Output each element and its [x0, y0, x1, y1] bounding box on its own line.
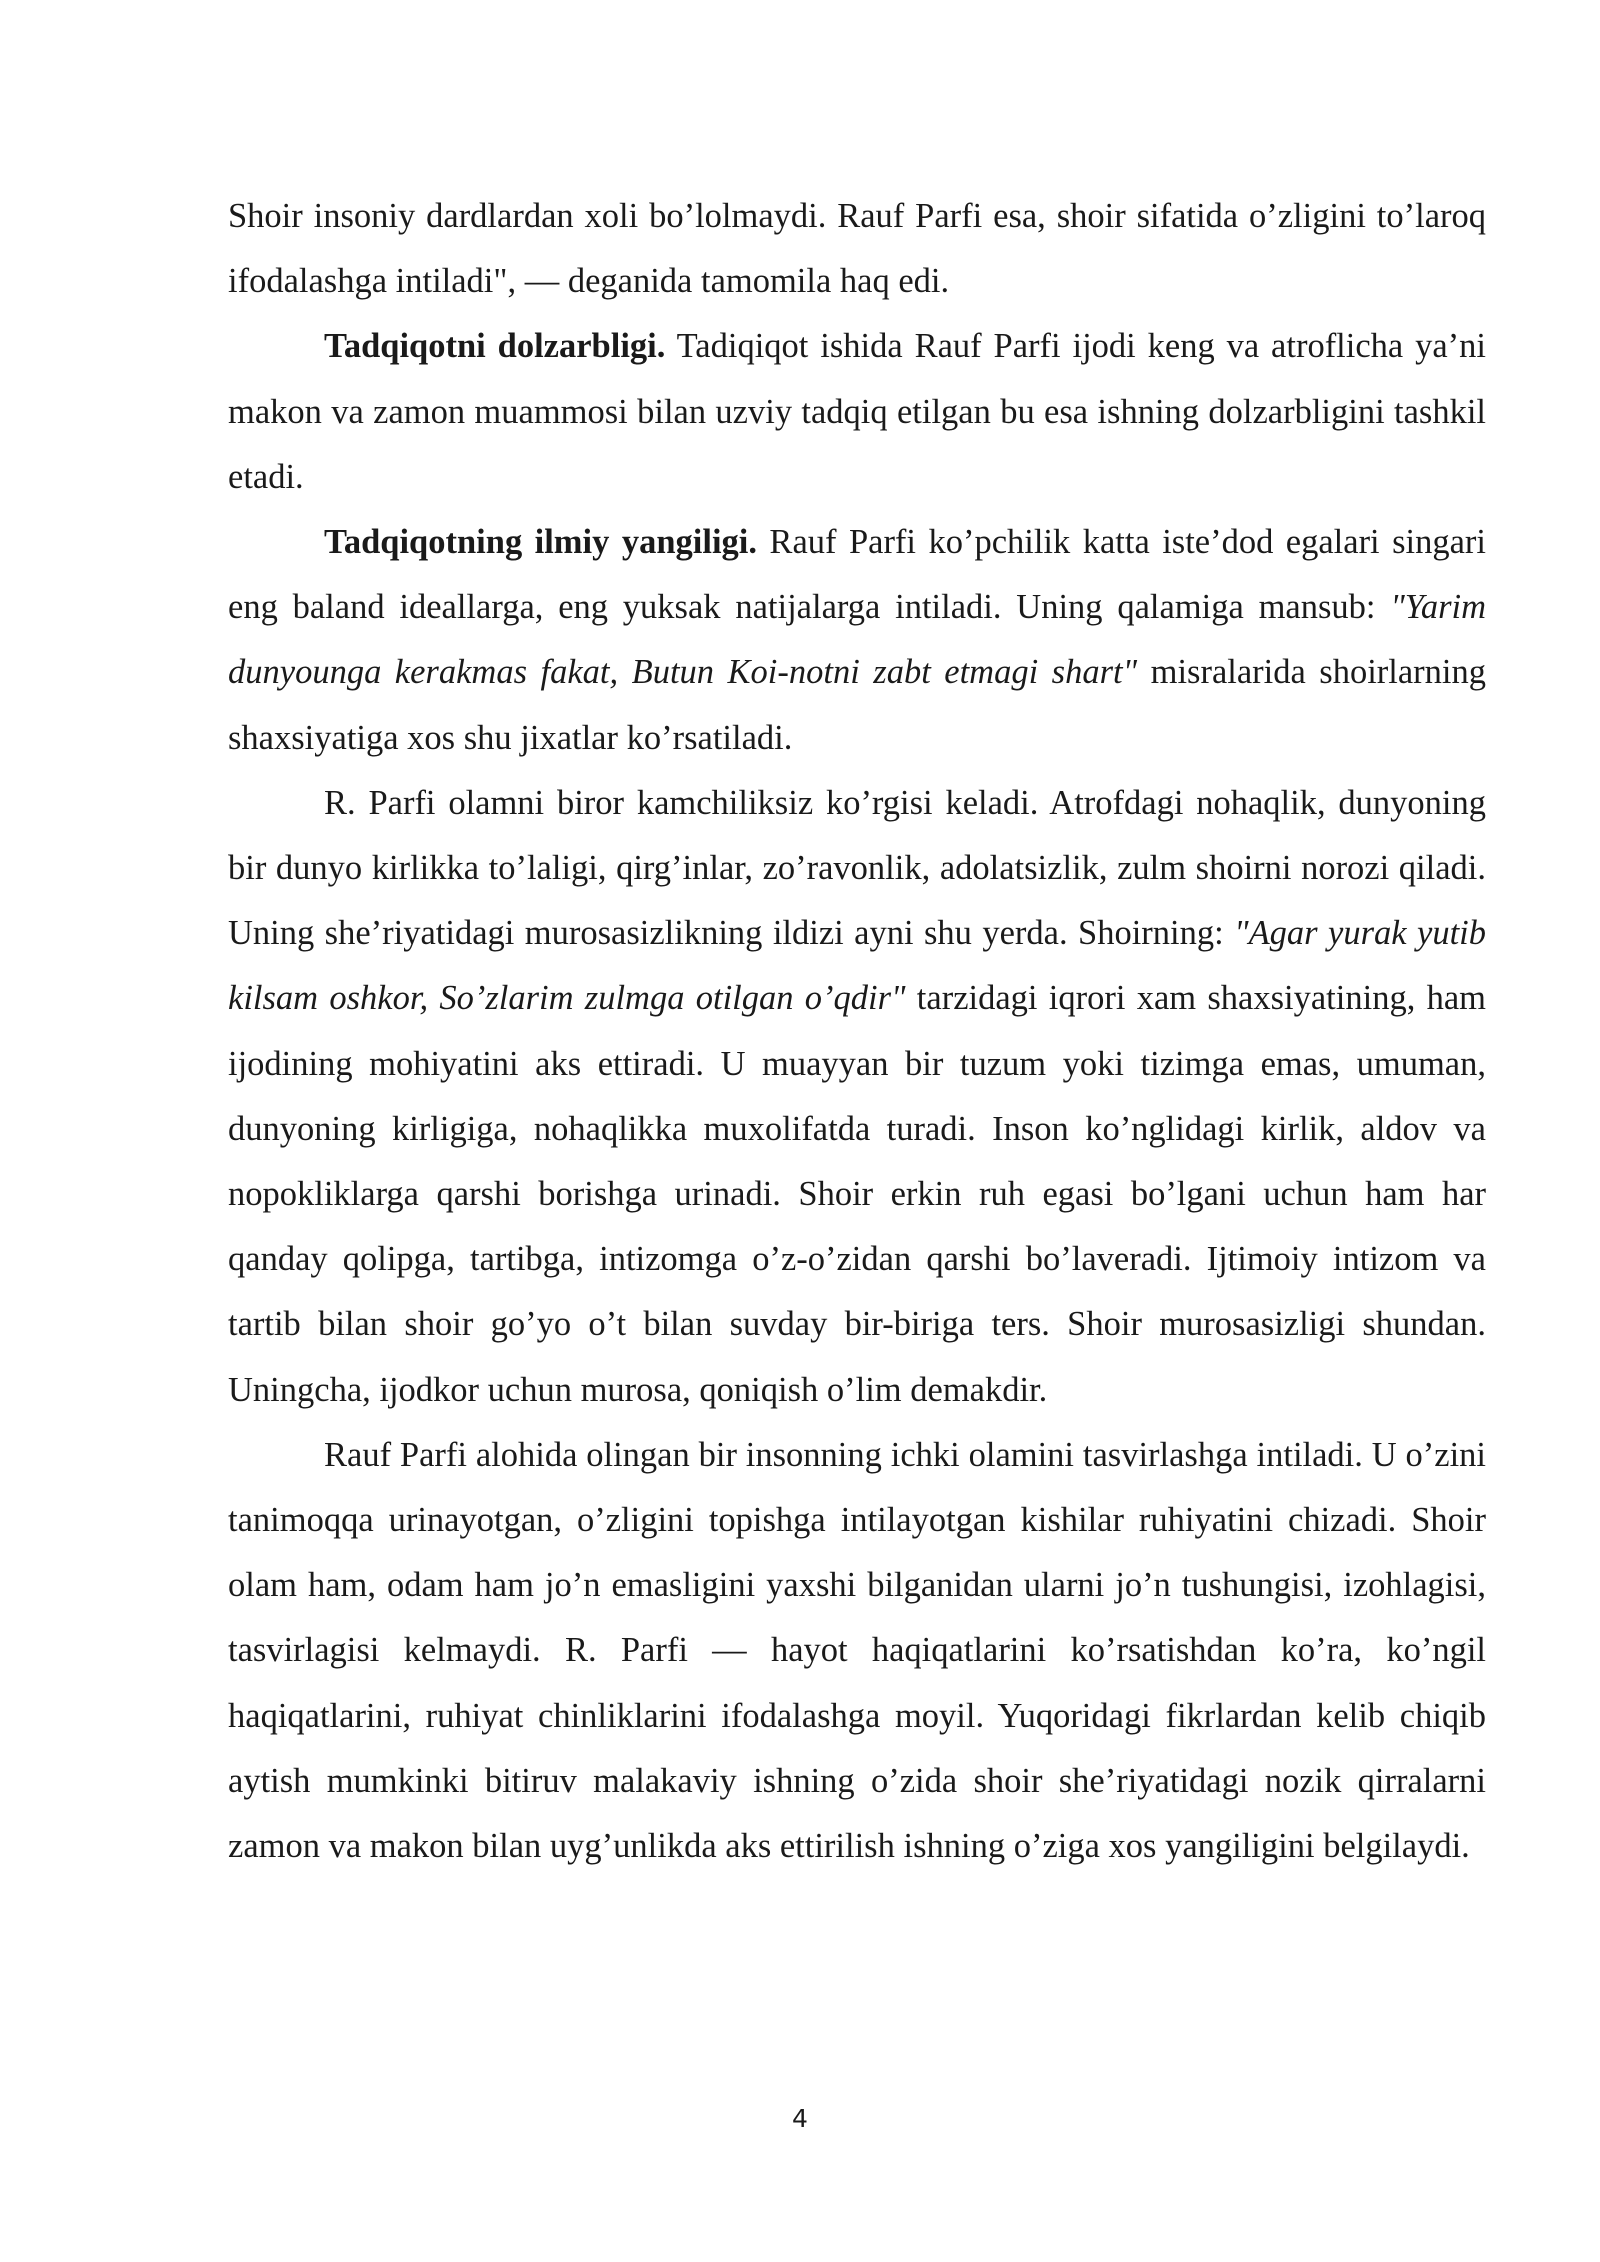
section-heading-relevance: Tadqiqotni dolzarbligi. — [324, 327, 666, 366]
paragraph-inner-world — [228, 1423, 1486, 1879]
paragraph-text: tarzidagi iqrori xam shaxsiyatining, ham ijodining mohiyatini aks ettiradi. U muayyan bir tuzum yoki tizimga emas, umuman, dunyoning kirligiga, nohaqlikka muxolifatda turadi. Inson ko’nglidagi kirlik, aldov va nopokliklarga qarshi borishga urinadi. Shoir erkin ruh egasi bo’lgani uchun ham har qanday qolipga, tartibga, intizomga o’z-o’zidan qarshi bo’laveradi. Ijtimoiy intizom va tartib bilan shoir go’yo o’t bilan suvday bir-biriga ters. Shoir murosasizligi shundan. Uningcha, ijodkor uchun murosa, qoniqish o’lim demakdir. — [228, 979, 1486, 1409]
paragraph-text: Tadiqiqot ishida Rauf Parfi ijodi keng va atroflicha ya’ni makon va zamon muammosi bilan uzviy tadqiq etilgan bu esa ishning dolzarbligini tashkil etadi. — [228, 327, 1487, 496]
paragraph-intro-continuation — [228, 184, 1486, 314]
paragraph-novelty — [228, 510, 1486, 771]
poem-quote: "Yarim dunyounga kerakmas fakat, Butun Koi-notni zabt etmagi shart" — [228, 588, 1486, 692]
paragraph-text: Rauf Parfi ko’pchilik katta iste’dod egalari singari eng baland ideallarga, eng yuksak natijalarga intiladi. Uning qalamiga mansub: — [228, 523, 1486, 627]
paragraph-text: misralarida shoirlarning shaxsiyatiga xos shu jixatlar ko’rsatiladi. — [228, 653, 1487, 757]
paragraph-relevance — [228, 314, 1486, 510]
paragraph-text: Shoir insoniy dardlardan xoli bo’lolmaydi. Rauf Parfi esa, shoir sifatida o’zligini to’laroq ifodalashga intiladi", — deganida tamomila haq edi. — [228, 197, 1486, 301]
section-heading-novelty: Tadqiqotning ilmiy yangiligi. — [324, 523, 757, 562]
poem-quote: "Agar yurak yutib kilsam oshkor, So’zlarim zulmga otilgan o’qdir" — [228, 914, 1486, 1018]
page-body — [228, 184, 1486, 1879]
paragraph-text: R. Parfi olamni biror kamchiliksiz ko’rgisi keladi. Atrofdagi nohaqlik, dunyoning bir dunyo kirlikka to’laligi, qirg’inlar, zo’ravonlik, adolatsizlik, zulm shoirni norozi qiladi. Uning she’riyatidagi murosasizlikning ildizi ayni shu yerda. Shoirning: — [228, 783, 1486, 953]
paragraph-worldview — [228, 771, 1486, 1423]
page-number: 4 — [792, 2104, 808, 2133]
paragraph-text: Rauf Parfi alohida olingan bir insonning ichki olamini tasvirlashga intiladi. U o’zini tanimoqqa urinayotgan, o’zligini topishga intilayotgan kishilar ruhiyatini chizadi. Shoir olam ham, odam ham jo’n emasligini yaxshi bilganidan ularni jo’n tushungisi, izohlagisi, tasvirlagisi kelmaydi. R. Parfi — hayot haqiqatlarini ko’rsatishdan ko’ra, ko’ngil haqiqatlarini, ruhiyat chinliklarini ifodalashga moyil. Yuqoridagi fikrlardan kelib chiqib aytish mumkinki bitiruv malakaviy ishning o’zida shoir she’riyatidagi nozik qirralarni zamon va makon bilan uyg’unlikda aks ettirilish ishning o’ziga xos yangiligini belgilaydi. — [228, 1435, 1486, 1866]
